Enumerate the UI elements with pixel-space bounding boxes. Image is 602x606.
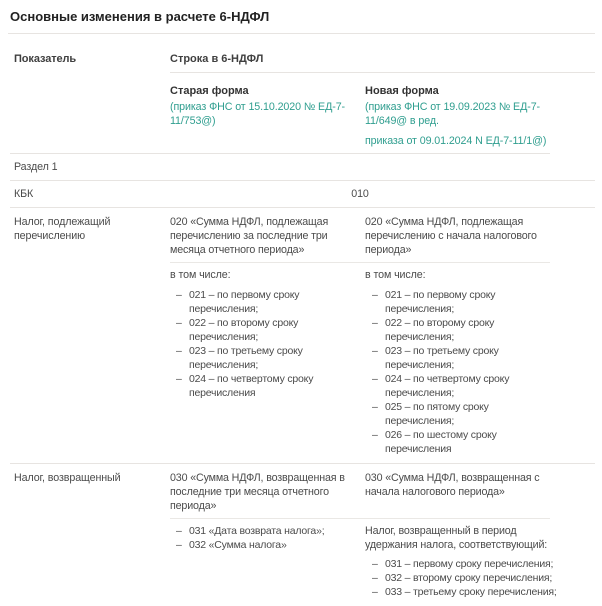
page-title: Основные изменения в расчете 6-НДФЛ [10,9,270,24]
list-dash: – [372,429,378,441]
list-item: – 031 – первому сроку перечисления; [372,558,554,570]
list-dash: – [372,401,378,413]
column-header-indicator: Показатель [14,53,77,65]
list-item: – 021 – по первому сроку перечисления; [372,289,496,315]
list-dash: – [372,289,378,301]
list-item: – 023 – по третьему сроку перечисления; [176,345,303,371]
list-dash: – [176,345,182,357]
old-form-order-link[interactable]: (приказ ФНС от 15.10.2020 № ЕД-7-11/753@) [170,101,345,127]
list-item: – 026 – по шестому сроку перечисления [372,429,497,455]
list-dash: – [176,539,182,551]
list-dash: – [372,558,378,570]
tax-due-new-sublabel: в том числе: [365,269,426,281]
tax-due-row [0,208,602,463]
cell-divider [365,262,550,263]
tax-due-new-list [365,288,602,456]
kbk-value: 010 [351,188,369,200]
list-dash: – [176,525,182,537]
tax-returned-old-cell [170,471,365,599]
list-item: – 024 – по четвертому сроку перечисления [176,373,314,399]
tax-due-old-sublabel: в том числе: [170,269,231,281]
old-form-cell [170,84,365,148]
tax-due-old-list [170,288,365,400]
form-subheader-row [0,73,602,153]
list-item: – 033 – третьему сроку перечисления; [372,586,557,598]
list-item: – 025 – по пятому сроку перечисления; [372,401,489,427]
tax-returned-new-intro: Налог, возвращенный в период удержания налога, соответствующий: [365,525,548,551]
list-item: – 031 «Дата возврата налога»; [176,525,325,537]
new-form-header: Новая форма [365,85,439,97]
list-item: – 021 – по первому сроку перечисления; [176,289,300,315]
section-label: Раздел 1 [14,161,58,173]
new-form-cell [365,84,602,148]
list-item: – 024 – по четвертому сроку перечисления; [372,373,510,399]
table-header-row [0,34,602,73]
list-item: – 022 – по второму сроку перечисления; [176,317,299,343]
cell-divider [365,518,550,519]
cell-divider [170,262,365,263]
column-header-group: Строка в 6-НДФЛ [170,52,595,73]
new-form-order-link[interactable]: (приказ ФНС от 19.09.2023 № ЕД-7-11/649@ в ред. [365,101,540,127]
cell-divider [170,518,365,519]
list-dash: – [372,373,378,385]
list-item: – 023 – по третьему сроку перечисления; [372,345,499,371]
list-dash: – [372,572,378,584]
tax-returned-indicator: Налог, возвращенный [14,472,121,484]
tax-due-indicator: Налог, подлежащий перечислению [14,216,111,242]
list-dash: – [372,317,378,329]
section-row [0,154,602,180]
tax-returned-old-list [170,524,365,552]
tax-returned-new-cell [365,471,602,599]
tax-due-new-cell [365,215,602,456]
list-item: – 032 «Сумма налога» [176,539,287,551]
kbk-indicator: КБК [14,188,34,200]
list-item: – 022 – по второму сроку перечисления; [372,317,495,343]
tax-due-old-cell [170,215,365,456]
tax-due-old-line: 020 «Сумма НДФЛ, подлежащая перечислению за последние три месяца отчетного периода» [170,216,329,256]
list-dash: – [176,373,182,385]
tax-returned-old-line: 030 «Сумма НДФЛ, возвращенная в последние три месяца отчетного периода» [170,472,345,512]
list-dash: – [372,586,378,598]
list-dash: – [176,317,182,329]
tax-returned-new-line: 030 «Сумма НДФЛ, возвращенная с начала налогового периода» [365,472,540,498]
tax-returned-row [0,464,602,606]
list-dash: – [176,289,182,301]
tax-due-new-line: 020 «Сумма НДФЛ, подлежащая перечислению с начала налогового периода» [365,216,537,256]
list-item: – 032 – второму сроку перечисления; [372,572,553,584]
old-form-header: Старая форма [170,85,249,97]
list-dash: – [372,345,378,357]
new-form-order-link-2[interactable]: приказа от 09.01.2024 N ЕД-7-11/1@) [365,135,547,147]
kbk-row [0,181,602,207]
